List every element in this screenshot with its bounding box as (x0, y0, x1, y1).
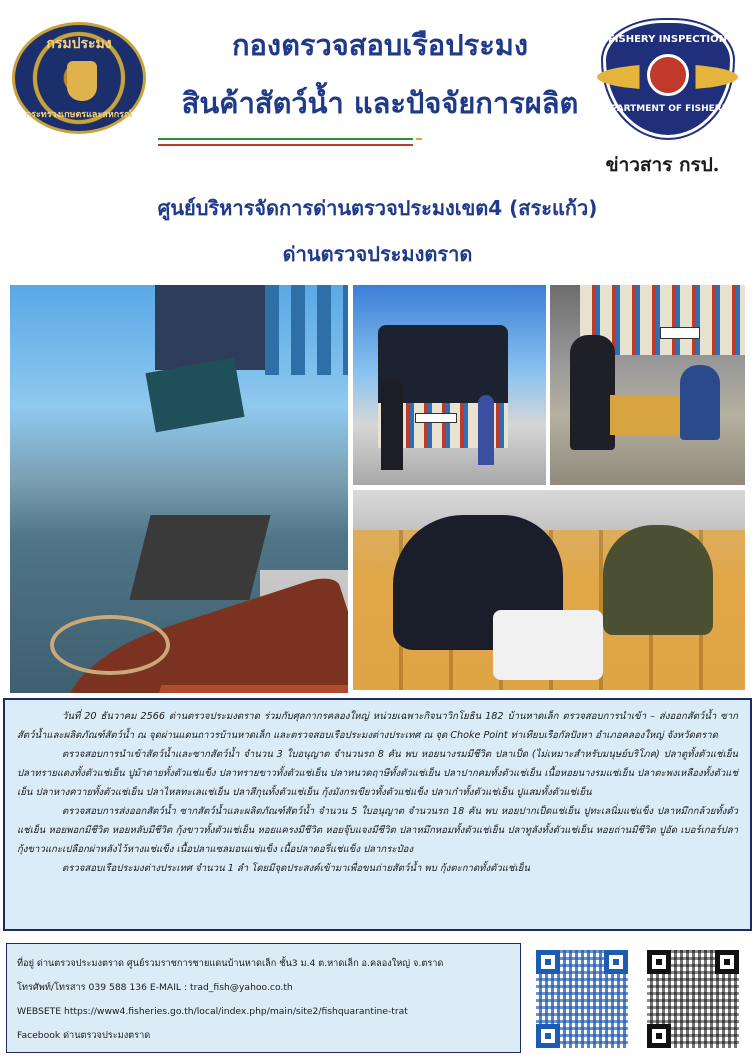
soldier-figure (603, 525, 713, 635)
fishery-inspection-badge (595, 20, 740, 138)
contact-facebook[interactable]: Facebook ด่านตรวจประมงตราด (17, 1030, 151, 1041)
dock-pillars (265, 285, 348, 375)
inspecting-cargo-photo (353, 490, 745, 690)
truck-inspection-photo (353, 285, 546, 485)
department-of-fisheries-logo (12, 22, 146, 134)
badge-top-text: FISHERY INSPECTION (607, 34, 728, 45)
badge-bottom-text: DEPARTMENT OF FISHERIES (597, 104, 738, 114)
badge-emblem-icon (647, 54, 689, 96)
officer-figure (381, 380, 403, 470)
news-paragraph-3: ตรวจสอบการส่งออกสัตว์น้ำ ซากสัตว์น้ำและผลิตภัณฑ์สัตว์น้ำ จำนวน 5 ใบอนุญาต จำนวนรถ 18 คัน พบ หอยปากเป็ดแช่เย็น ปูทะเลนิ่มแช่แข็ง ปลาหมึกกล้วยทั้งตัวแช่เย็น หอยพอกมีชีวิต หอยหลับมีชีวิต กุ้งขาวทั้งตัวแช่เย็น หอยแครงมีชีวิต หอยจุ๊บแจงมีชีวิต ปลาหมึกหอมทั้งตัวแช่เย็น ปลาทูลังทั้งตัวแช่เย็น หอยถ่านมีชีวิต ปูอัด เบอร์เกอร์ปลา กุ้งขาวแกะเปลือกผ่าหลังไว้หางแช่แข็ง เนื้อปลาแซลมอนแช่แข็ง เนื้อปลาดอรี่แช่แข็ง ปลากระป๋อง (17, 806, 738, 855)
license-plate (660, 327, 700, 339)
news-paragraph-4: ตรวจสอบเรือประมงต่างประเทศ จำนวน 1 ลำ โดยมีจุดประสงค์เข้ามาเพื่อขนถ่ายสัตว์น้ำ พบ กุ้งตะกาดทั้งตัวแช่เย็น (62, 863, 530, 874)
boat-tarp (129, 515, 270, 600)
contact-info (6, 943, 521, 1053)
cargo-bag (493, 610, 603, 680)
logo-top-text: กรมประมง (46, 36, 112, 52)
contact-address: ที่อยู่ ด่านตรวจประมงตราด ศูนย์รวมราชการชายแดนบ้านหาดเล็ก ชั้น3 ม.4 ต.หาดเล็ก อ.คลองใหญ่ จ.ตราด (17, 958, 444, 969)
title-divider-gold (416, 138, 422, 140)
logo-bottom-text: กระทรวงเกษตรและสหกรณ์ (25, 110, 133, 120)
news-paragraph-1: วันที่ 20 ธันวาคม 2566 ด่านตรวจประมงตราด ร่วมกับศุลกากรคลองใหญ่ หน่วยเฉพาะกิจนาวิกโยธิน 182 บ้านหาดเล็ก ตรวจสอบการนำเข้า – ส่งออกสัตว์น้ำ ซากสัตว์น้ำและผลิตภัณฑ์สัตว์น้ำ ณ จุดผ่านแดนถาวรบ้านหาดเล็ก และตรวจสอบเรือประมงต่างประเทศ ณ จุด Choke Point ท่าเทียบเรือกัลปังหา อำเภอคลองใหญ่ จังหวัดตราด (17, 711, 738, 741)
center-title: ศูนย์บริหารจัดการด่านตรวจประมงเขต4 (สระแก้ว) (157, 196, 598, 220)
license-plate (415, 413, 457, 423)
title-divider-green (158, 138, 413, 140)
qr-finder-icon (536, 1024, 560, 1048)
background-boat (155, 285, 265, 370)
qr-finder-icon (647, 950, 671, 974)
center-subtitle: ด่านตรวจประมงตราด (282, 242, 473, 266)
news-tag: ข่าวสาร กรป. (605, 154, 720, 176)
page-title-line2: สินค้าสัตว์น้ำ และปัจจัยการผลิต (181, 86, 579, 120)
news-content (3, 698, 752, 931)
emblem-icon (67, 61, 97, 101)
facebook-qr-code[interactable] (643, 946, 743, 1052)
rope-coil (50, 615, 170, 675)
website-qr-code[interactable] (532, 946, 632, 1052)
page-title-line1: กองตรวจสอบเรือประมง (231, 28, 529, 62)
worker-figure (478, 395, 494, 465)
qr-finder-icon (536, 950, 560, 974)
news-paragraph-2: ตรวจสอบการนำเข้าสัตว์น้ำและซากสัตว์น้ำ จำนวน 3 ใบอนุญาต จำนวนรถ 8 คัน พบ หอยนางรมมีชีวิต ปลาเป็ด (ไม่เหมาะสำหรับมนุษย์บริโภค) ปลาตูทั้งตัวแช่เย็น ปลาทรายแดงทั้งตัวแช่เย็น ปูม้าตายทั้งตัวแช่แข็ง ปลาทรายขาวทั้งตัวแช่เย็น ปลาหนวดฤาษีทั้งตัวแช่เย็น ปลาปากคมทั้งตัวแช่เย็น เนื้อหอยนางรมแช่เย็น ปลาตะพงเหลืองทั้งตัวแช่เย็น ปลาหางควายทั้งตัวแช่เย็น ปลาไหลทะเลแช่เย็น ปลาสีกุนทั้งตัวแช่เย็น กุ้งมังกรเขียวทั้งตัวแช่แข็ง ปลาเก๋าทั้งตัวแช่เย็น ปูแสมทั้งตัวแช่เย็น (17, 749, 738, 798)
qr-finder-icon (647, 1024, 671, 1048)
qr-finder-icon (715, 950, 739, 974)
title-divider-red (158, 144, 413, 146)
fishing-boat-photo (10, 285, 348, 693)
contact-website[interactable]: WEBSETE https://www4.fisheries.go.th/local/index.php/main/site2/fishquarantine-trat (17, 1006, 408, 1017)
officers-checking-goods-photo (550, 285, 745, 485)
officer-figure-2 (680, 365, 720, 440)
officer-figure (570, 335, 615, 450)
qr-finder-icon (604, 950, 628, 974)
contact-phone-email[interactable]: โทรศัพท์/โทรสาร 039 588 136 E-MAIL : trad_fish@yahoo.co.th (17, 982, 293, 993)
